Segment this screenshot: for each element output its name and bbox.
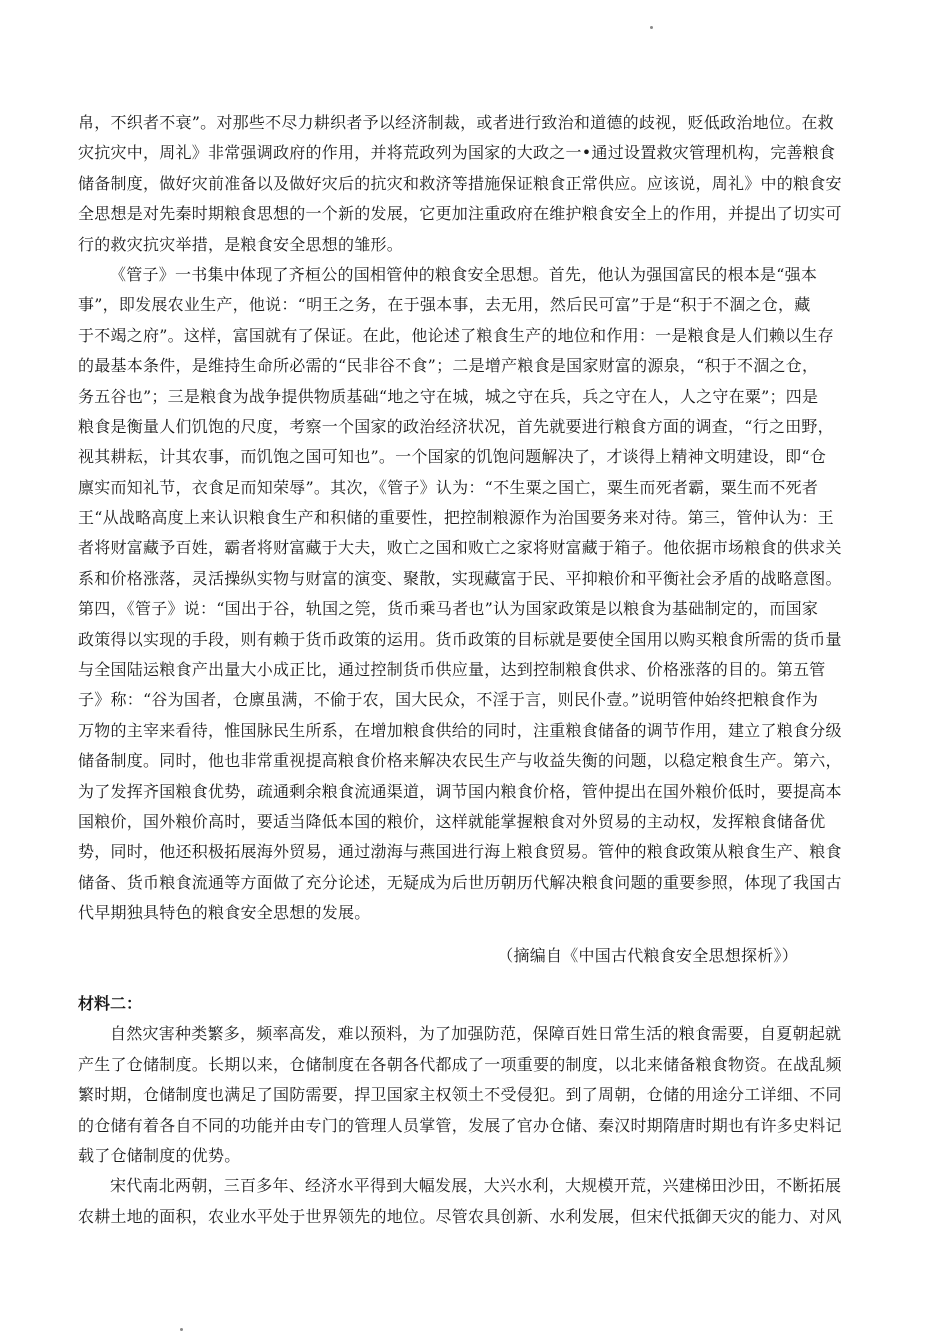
text-line: 宋代南北两朝，三百多年、经济水平得到大幅发展，大兴水利，大规模开荒，兴建梯田沙田，不断拓展 <box>110 1176 842 1196</box>
text-line: 系和价格涨落，灵活操纵实物与财富的演变、聚散，实现藏富于民、平抑粮价和平衡社会矛盾的战略意图。 <box>78 568 842 588</box>
text-line: 为了发挥齐国粮食优势，疏通剩余粮食流通渠道，调节国内粮食价格，管仲提出在国外粮价低时，要提高本 <box>78 781 842 801</box>
text-line: 事”，即发展农业生产，他说：“明王之务，在于强本事，去无用，然后民可富”于是“积于不涸之仓，藏 <box>78 295 811 315</box>
text-line: 子》称：“谷为国者，仓廪虽满，不偷于农，国大民众，不淫于言，则民仆壹。”说明管仲始终把粮食作为 <box>78 690 819 710</box>
scan-speck <box>650 26 653 29</box>
text-line: 产生了仓储制度。长期以来，仓储制度在各朝各代都成了一项重要的制度，以北来储备粮食物资。在战乱频 <box>78 1054 842 1074</box>
text-line: 储备制度。同时，他也非常重视提高粮食价格来解决农民生产与收益失衡的问题，以稳定粮食生产。第六， <box>78 751 842 771</box>
text-line: 粮食是衡量人们饥饱的尺度，考察一个国家的政治经济状况，首先就要进行粮食方面的调查，“行之田野， <box>78 416 834 436</box>
text-line: 繁时期，仓储制度也满足了国防需要，捍卫国家主权领土不受侵犯。到了周朝，仓储的用途分工详细、不同 <box>78 1085 842 1105</box>
text-line: 万物的主宰来看待，惟国脉民生所系，在增加粮食供给的同时，注重粮食储备的调节作用，建立了粮食分级 <box>78 720 842 740</box>
paragraph-song-dynasty <box>78 1171 874 1232</box>
text-line: 全思想是对先秦时期粮食思想的一个新的发展，它更加注重政府在维护粮食安全上的作用，并提出了切实可 <box>78 204 842 224</box>
paragraph-zhouli <box>78 108 874 260</box>
section-title-material-2: 材料二： <box>78 993 143 1013</box>
text-line: 于不竭之府”。这样，富国就有了保证。在此，他论述了粮食生产的地位和作用：一是粮食是人们赖以生存 <box>78 325 834 345</box>
text-line: 农耕土地的面积，农业水平处于世界领先的地位。尽管农具创新、水利发展，但宋代抵御天灾的能力、对风 <box>78 1206 842 1226</box>
text-line: 国粮价，国外粮价高时，要适当降低本国的粮价，这样就能掌握粮食对外贸易的主动权，发挥粮食储备优 <box>78 811 826 831</box>
text-line: 的最基本条件，是维持生命所必需的“民非谷不食”；二是增产粮食是国家财富的源泉，“积于不涸之仓， <box>78 356 819 376</box>
text-line: 政策得以实现的手段，则有赖于货币政策的运用。货币政策的目标就是要使全国用以购买粮食所需的货币量 <box>78 629 842 649</box>
text-line: 代早期独具特色的粮食安全思想的发展。 <box>78 903 371 923</box>
text-line: 廪实而知礼节，衣食足而知荣辱”。其次，《管子》认为：“不生粟之国亡，粟生而死者霸，粟生而不死者 <box>78 477 819 497</box>
text-line: 自然灾害种类繁多，频率高发，难以预料，为了加强防范，保障百姓日常生活的粮食需要，自夏朝起就 <box>110 1024 842 1044</box>
scan-speck <box>180 1328 183 1331</box>
text-line: 储备、货币粮食流通等方面做了充分论述，无疑成为后世历朝历代解决粮食问题的重要参照，体现了我国古 <box>78 872 842 892</box>
text-line: 灾抗灾中，周礼》非常强调政府的作用，并将荒政列为国家的大政之一•通过设置救灾管理机构，完善粮食 <box>78 143 836 163</box>
paragraph-granary-system <box>78 1019 874 1171</box>
text-line: 视其耕耘，计其农事，而饥饱之国可知也”。一个国家的饥饱问题解决了，才谈得上精神文明建设，即“仓 <box>78 447 827 467</box>
text-line: 行的救灾抗灾举措，是粮食安全思想的雏形。 <box>78 234 404 254</box>
text-line: 势，同时，他还积极拓展海外贸易，通过渤海与燕国进行海上粮食贸易。管仲的粮食政策从粮食生产、粮食 <box>78 842 842 862</box>
document-body <box>78 108 874 1232</box>
text-line: 者将财富藏予百姓，霸者将财富藏于大夫，败亡之国和败亡之家将财富藏于箱子。他依据市场粮食的供求关 <box>78 538 842 558</box>
source-citation: （摘编自《中国古代粮食安全思想探析》） <box>497 945 798 965</box>
paragraph-guanzi <box>78 260 874 929</box>
text-line: 载了仓储制度的优势。 <box>78 1145 241 1165</box>
text-line: 王“从战略高度上来认识粮食生产和积储的重要性，把控制粮源作为治国要务来对待。第三，管仲认为：王 <box>78 508 834 528</box>
text-line: 的仓储有着各自不同的功能并由专门的管理人员掌管，发展了官办仓储、秦汉时期隋唐时期也有许多史料记 <box>78 1115 842 1135</box>
text-line: 与全国陆运粮食产出量大小成正比，通过控制货币供应量，达到控制粮食供求、价格涨落的目的。第五管 <box>78 660 826 680</box>
text-line: 储备制度，做好灾前准备以及做好灾后的抗灾和救济等措施保证粮食正常供应。应该说，周礼》中的粮食安 <box>78 173 842 193</box>
text-line: 《管子》一书集中体现了齐桓公的国相管仲的粮食安全思想。首先，他认为强国富民的根本是“强本 <box>110 264 818 284</box>
text-line: 第四，《管子》说：“国出于谷，轨国之筦，货币乘马者也”认为国家政策是以粮食为基础制定的，而国家 <box>78 599 819 619</box>
text-line: 务五谷也”；三是粮食为战争提供物质基础“地之守在城，城之守在兵，兵之守在人，人之守在粟”；四是 <box>78 386 819 406</box>
text-line: 帛，不织者不衰”。对那些不尽力耕织者予以经济制裁，或者进行致治和道德的歧视，贬低政治地位。在救 <box>78 113 834 132</box>
